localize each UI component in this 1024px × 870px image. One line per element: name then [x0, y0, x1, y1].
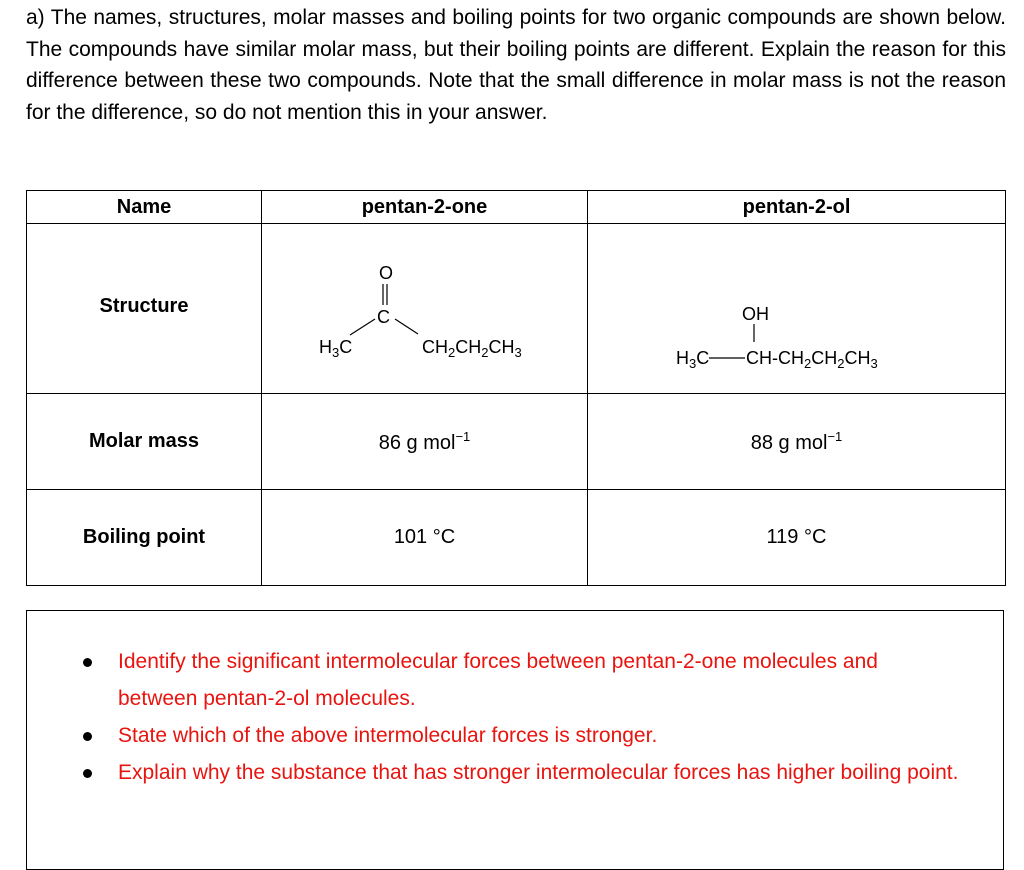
- bullet-icon: [83, 658, 92, 667]
- bullet-icon: [83, 732, 92, 741]
- bond-left: [350, 319, 375, 335]
- row-label-molar-mass: Molar mass: [27, 394, 262, 490]
- row-label-structure-text: Structure: [99, 295, 189, 317]
- row-label-name: Name: [27, 191, 262, 224]
- bond-right: [395, 319, 418, 334]
- guidance-item-2: [27, 717, 1003, 754]
- compound-2-boiling-point: 119 °C: [588, 490, 1006, 586]
- table-row-molar-mass: [27, 394, 1006, 490]
- row-label-structure: [27, 224, 262, 394]
- guidance-item-2-text: State which of the above intermolecular forces is stronger.: [118, 724, 658, 747]
- row-label-boiling-point: Boiling point: [27, 490, 262, 586]
- methyl-group-label-2: $H_3C$: [676, 348, 710, 371]
- compound-2-molar-mass-exp: −1: [827, 428, 843, 444]
- compound-2-molar-mass: [588, 394, 1006, 490]
- compound-1-structure: [262, 224, 588, 394]
- guidance-item-3-text: Explain why the substance that has stronger intermolecular forces has higher boiling point.: [118, 761, 959, 784]
- methyl-group-label: $H_3C$: [319, 337, 353, 360]
- compound-1-name: pentan-2-one: [262, 191, 588, 224]
- compound-1-molar-mass-value: 86 g mol: [378, 431, 456, 454]
- question-text: a) The names, structures, molar masses and boiling points for two organic compounds are shown below. The compounds have similar molar mass, but their boiling points are different. Explain the reason for this difference between these two compounds. Note that the small difference in molar mass is not the reason for the difference, so do not mention this in your answer.: [26, 6, 1006, 124]
- compound-1-boiling-point: 101 °C: [262, 490, 588, 586]
- compound-table: [26, 190, 1006, 586]
- pentan-2-ol-structure-diagram: [588, 224, 1006, 387]
- table-row-name: [27, 191, 1006, 224]
- guidance-list: [27, 643, 1003, 791]
- bullet-icon: [83, 769, 92, 778]
- main-chain-label: $CH-CH_2CH_2CH_3$: [746, 348, 878, 371]
- table-row-boiling-point: [27, 490, 1006, 586]
- carbonyl-oxygen-label: O: [379, 263, 394, 283]
- compound-2-structure: [588, 224, 1006, 394]
- guidance-item-1: [27, 643, 1003, 717]
- compound-1-molar-mass: [262, 394, 588, 490]
- guidance-item-1-text: Identify the significant intermolecular forces between pentan-2-one molecules and between pentan-2-ol molecules.: [118, 650, 878, 710]
- compound-2-molar-mass-value: 88 g mol: [750, 431, 828, 454]
- compound-1-molar-mass-exp: −1: [455, 428, 471, 444]
- hydroxyl-label: OH: [742, 304, 769, 324]
- answer-guidance-box: [26, 610, 1004, 870]
- pentan-2-one-structure-diagram: [262, 224, 588, 387]
- propyl-group-label: $CH_2CH_2CH_3$: [422, 337, 522, 360]
- carbonyl-carbon-label: C: [377, 307, 390, 327]
- guidance-item-3: [27, 754, 1003, 791]
- compound-2-name: pentan-2-ol: [588, 191, 1006, 224]
- table-row-structure: [27, 224, 1006, 394]
